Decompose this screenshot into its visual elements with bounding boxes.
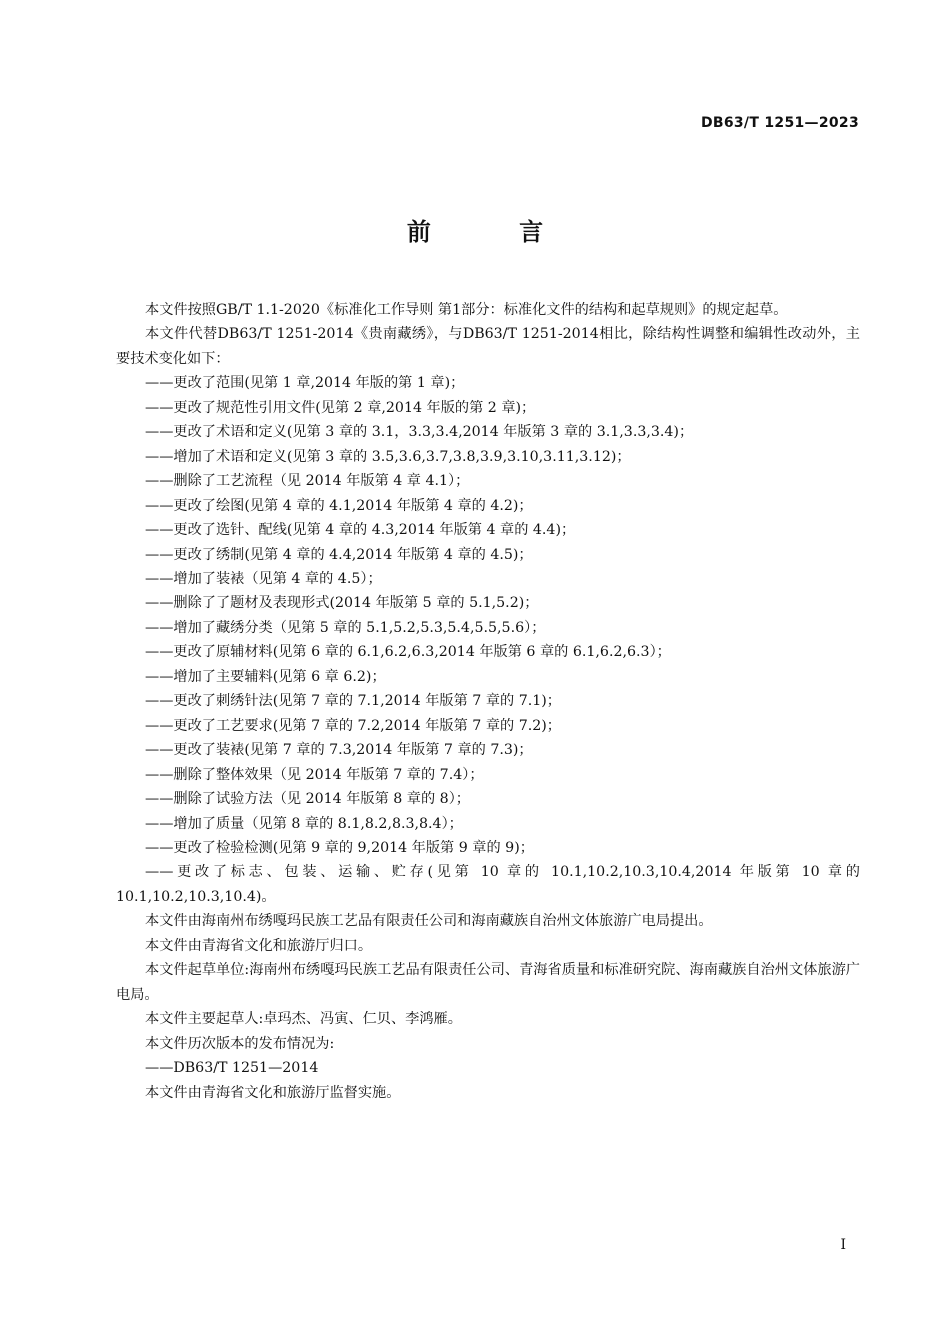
list-item: ——更改了标志、包装、运输、贮存(见第 10 章的 10.1,10.2,10.3,10.4,2014 年版第 10 章的 10.1,10.2,10.3,10.4)。 [116, 864, 860, 905]
changes-list [116, 371, 860, 909]
paragraph: 本文件起草单位:海南州布绣嘎玛民族工艺品有限责任公司、青海省质量和标准研究院、海南藏族自治州文体旅游广电局。 [116, 962, 860, 1003]
page-number: I [840, 1237, 846, 1253]
list-item: ——更改了选针、配线(见第 4 章的 4.3,2014 年版第 4 章的 4.4)； [145, 522, 576, 539]
foreword-body [116, 298, 860, 1105]
page-title: 前 言 [406, 218, 584, 246]
list-item: ——更改了原辅材料(见第 6 章的 6.1,6.2,6.3,2014 年版第 6 章的 6.1,6.2,6.3）； [145, 644, 671, 661]
paragraph: 本文件由青海省文化和旅游厅归口。 [145, 937, 373, 954]
paragraph: 本文件由海南州布绣嘎玛民族工艺品有限责任公司和海南藏族自治州文体旅游广电局提出。 [145, 913, 713, 930]
list-item: ——增加了术语和定义(见第 3 章的 3.5,3.6,3.7,3.8,3.9,3.10,3.11,3.12)； [145, 448, 631, 465]
list-item: ——删除了工艺流程（见 2014 年版第 4 章 4.1）； [145, 473, 470, 490]
previous-version: ——DB63/T 1251—2014 [145, 1060, 319, 1077]
paragraph: 本文件代替DB63/T 1251-2014《贵南藏绣》，与DB63/T 1251-2014相比，除结构性调整和编辑性改动外，主要技术变化如下： [116, 326, 860, 367]
list-item: ——增加了质量（见第 8 章的 8.1,8.2,8.3,8.4）； [145, 815, 463, 832]
paragraph: 本文件历次版本的发布情况为: [145, 1035, 335, 1052]
list-item: ——删除了整体效果（见 2014 年版第 7 章的 7.4）； [145, 766, 484, 783]
list-item: ——删除了了题材及表现形式(2014 年版第 5 章的 5.1,5.2)； [145, 595, 539, 612]
list-item: ——更改了工艺要求(见第 7 章的 7.2,2014 年版第 7 章的 7.2)； [145, 717, 561, 734]
list-item: ——删除了试验方法（见 2014 年版第 8 章的 8）； [145, 791, 470, 808]
list-item: ——更改了装裱(见第 7 章的 7.3,2014 年版第 7 章的 7.3)； [145, 742, 533, 759]
list-item: ——更改了检验检测(见第 9 章的 9,2014 年版第 9 章的 9)； [145, 839, 534, 856]
paragraph: 本文件由青海省文化和旅游厅监督实施。 [145, 1084, 401, 1101]
list-item: ——更改了绣制(见第 4 章的 4.4,2014 年版第 4 章的 4.5)； [145, 546, 533, 563]
list-item: ——更改了刺绣针法(见第 7 章的 7.1,2014 年版第 7 章的 7.1)； [145, 693, 561, 710]
list-item: ——更改了规范性引用文件(见第 2 章,2014 年版的第 2 章)； [145, 399, 536, 416]
list-item: ——增加了藏绣分类（见第 5 章的 5.1,5.2,5.3,5.4,5.5,5.6）； [145, 619, 546, 636]
list-item: ——更改了术语和定义(见第 3 章的 3.1，3.3,3.4,2014 年版第 3 章的 3.1,3.3,3.4)； [145, 424, 694, 441]
paragraph: 本文件按照GB/T 1.1-2020《标准化工作导则 第1部分：标准化文件的结构和起草规则》的规定起草。 [145, 302, 788, 318]
paragraph: 本文件主要起草人:卓玛杰、冯寅、仁贝、李鸿雁。 [145, 1011, 462, 1028]
list-item: ——增加了装裱（见第 4 章的 4.5）； [145, 570, 382, 587]
document-code: DB63/T 1251—2023 [700, 115, 859, 131]
list-item: ——更改了范围(见第 1 章,2014 年版的第 1 章)； [145, 375, 465, 392]
list-item: ——增加了主要辅料(见第 6 章 6.2)； [145, 668, 386, 685]
list-item: ——更改了绘图(见第 4 章的 4.1,2014 年版第 4 章的 4.2)； [145, 497, 533, 514]
